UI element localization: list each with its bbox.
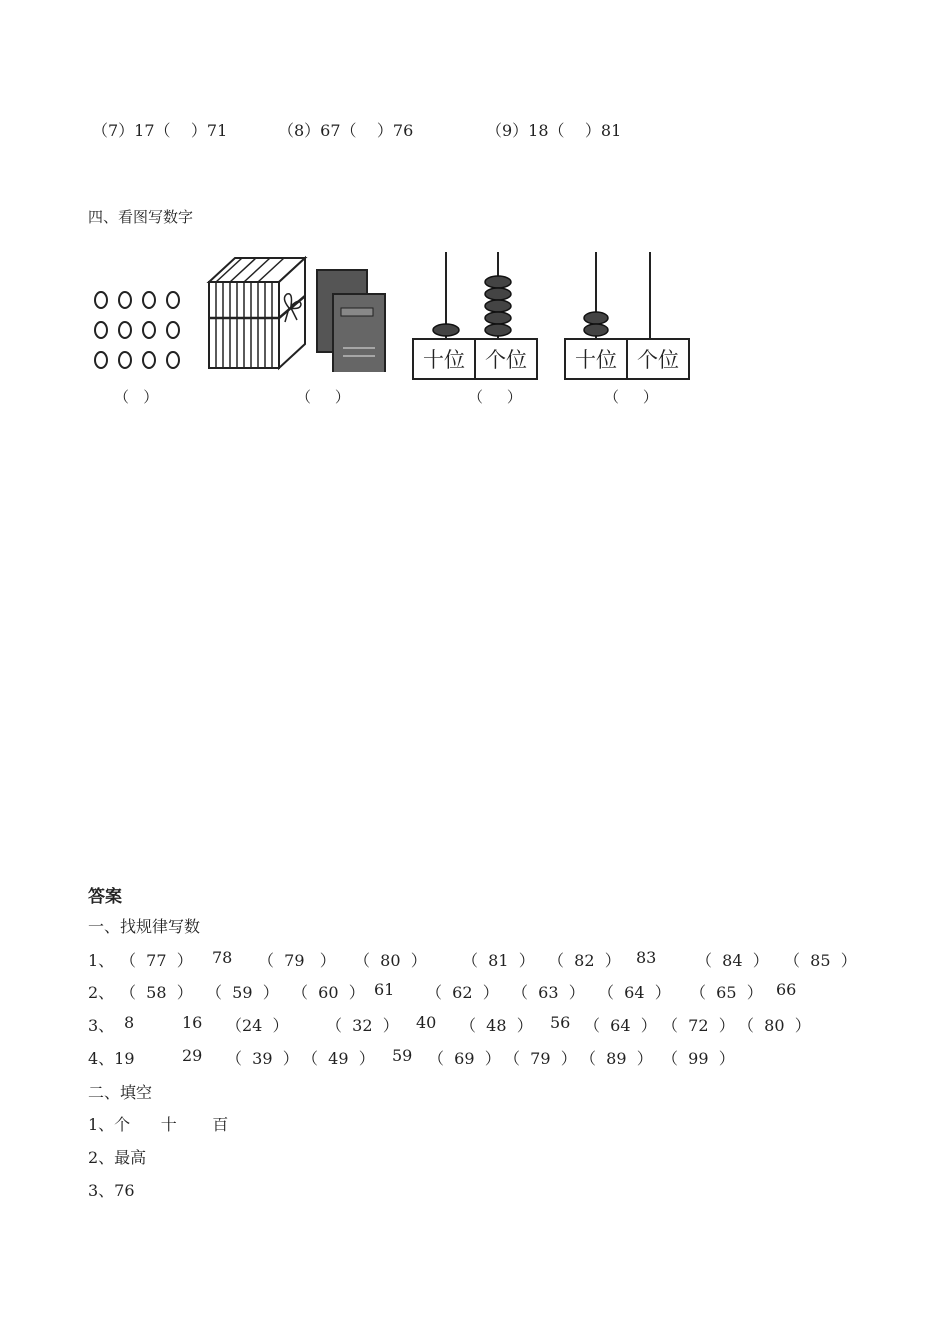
answer-cell: 29 xyxy=(182,1046,203,1065)
answer-cell: （ 32 ） xyxy=(326,1016,399,1035)
answer-cell: （ 81 ） xyxy=(462,951,535,970)
answer-cell: （ 84 ） xyxy=(696,951,769,970)
answer-cell: 1、 xyxy=(88,951,115,970)
fill-answer-3: 3、76 xyxy=(88,1181,135,1200)
abacus-2-ones-label: 个位 xyxy=(637,348,679,372)
answer-cell: （ 82 ） xyxy=(548,951,621,970)
answer-cell: （ 72 ） xyxy=(662,1016,735,1035)
answer-cell: （ 63 ） xyxy=(512,983,585,1002)
abacus-2-rods xyxy=(562,248,688,340)
answer-cell: （ 60 ） xyxy=(292,983,365,1002)
answer-cell: （ 65 ） xyxy=(690,983,763,1002)
answer-cell: （ 79 ） xyxy=(504,1049,577,1068)
answer-cell: 66 xyxy=(776,980,797,999)
answer-cell: （24 ） xyxy=(226,1016,289,1035)
fill-answer-2: 2、最高 xyxy=(88,1148,147,1167)
answer-cell: （ 59 ） xyxy=(206,983,279,1002)
blank-abacus-1[interactable]: （ ） xyxy=(468,388,522,406)
answer-cell: 3、 xyxy=(88,1016,115,1035)
answer-cell: （ 58 ） xyxy=(120,983,193,1002)
compare-item-7: （7）17（ ）71 xyxy=(92,121,228,140)
abacus-2 xyxy=(562,248,688,380)
answer-cell: 56 xyxy=(550,1013,571,1032)
answer-cell: 8 xyxy=(124,1013,135,1032)
answer-cell: （ 79 ） xyxy=(258,951,336,970)
blank-circles[interactable]: （ ） xyxy=(114,388,159,406)
compare-item-8: （8）67（ ）76 xyxy=(278,121,414,140)
answers-title: 答案 xyxy=(88,887,122,907)
answer-cell: （ 80 ） xyxy=(354,951,427,970)
answer-cell: （ 77 ） xyxy=(120,951,193,970)
answer-cell: 16 xyxy=(182,1013,203,1032)
compare-item-9: （9）18（ ）81 xyxy=(486,121,622,140)
answer-cell: （ 89 ） xyxy=(580,1049,653,1068)
abacus-1-ones-label: 个位 xyxy=(485,348,527,372)
abacus-1-tens-label: 十位 xyxy=(414,340,476,378)
answer-cell: 78 xyxy=(212,948,233,967)
answer-cell: （ 62 ） xyxy=(426,983,499,1002)
blank-abacus-2[interactable]: （ ） xyxy=(604,388,658,406)
blank-books[interactable]: （ ） xyxy=(296,388,350,406)
answer-cell: （ 64 ） xyxy=(584,1016,657,1035)
answer-cell: 4、19 xyxy=(88,1049,135,1068)
answer-cell: （ 69 ） xyxy=(428,1049,501,1068)
answers-part1-title: 一、找规律写数 xyxy=(88,917,201,936)
answers-part2-title: 二、填空 xyxy=(88,1083,153,1102)
books-figure xyxy=(205,252,395,372)
abacus-2-tens-label: 十位 xyxy=(566,340,628,378)
answer-cell: 83 xyxy=(636,948,657,967)
answer-cell: （ 39 ） xyxy=(226,1049,299,1068)
answer-cell: 61 xyxy=(374,980,395,999)
answer-cell: （ 80 ） xyxy=(738,1016,811,1035)
answer-cell: 40 xyxy=(416,1013,437,1032)
answer-cell: （ 64 ） xyxy=(598,983,671,1002)
circles-figure xyxy=(88,286,188,376)
answer-cell: （ 48 ） xyxy=(460,1016,533,1035)
abacus-1-rods xyxy=(410,248,536,340)
abacus-1 xyxy=(410,248,536,380)
fill-answer-1: 1、个 十 百 xyxy=(88,1115,229,1134)
answer-cell: （ 99 ） xyxy=(662,1049,735,1068)
answer-cell: （ 49 ） xyxy=(302,1049,375,1068)
answer-cell: （ 85 ） xyxy=(784,951,857,970)
answer-cell: 59 xyxy=(392,1046,413,1065)
section-4-title: 四、看图写数字 xyxy=(88,208,194,226)
answer-cell: 2、 xyxy=(88,983,115,1002)
